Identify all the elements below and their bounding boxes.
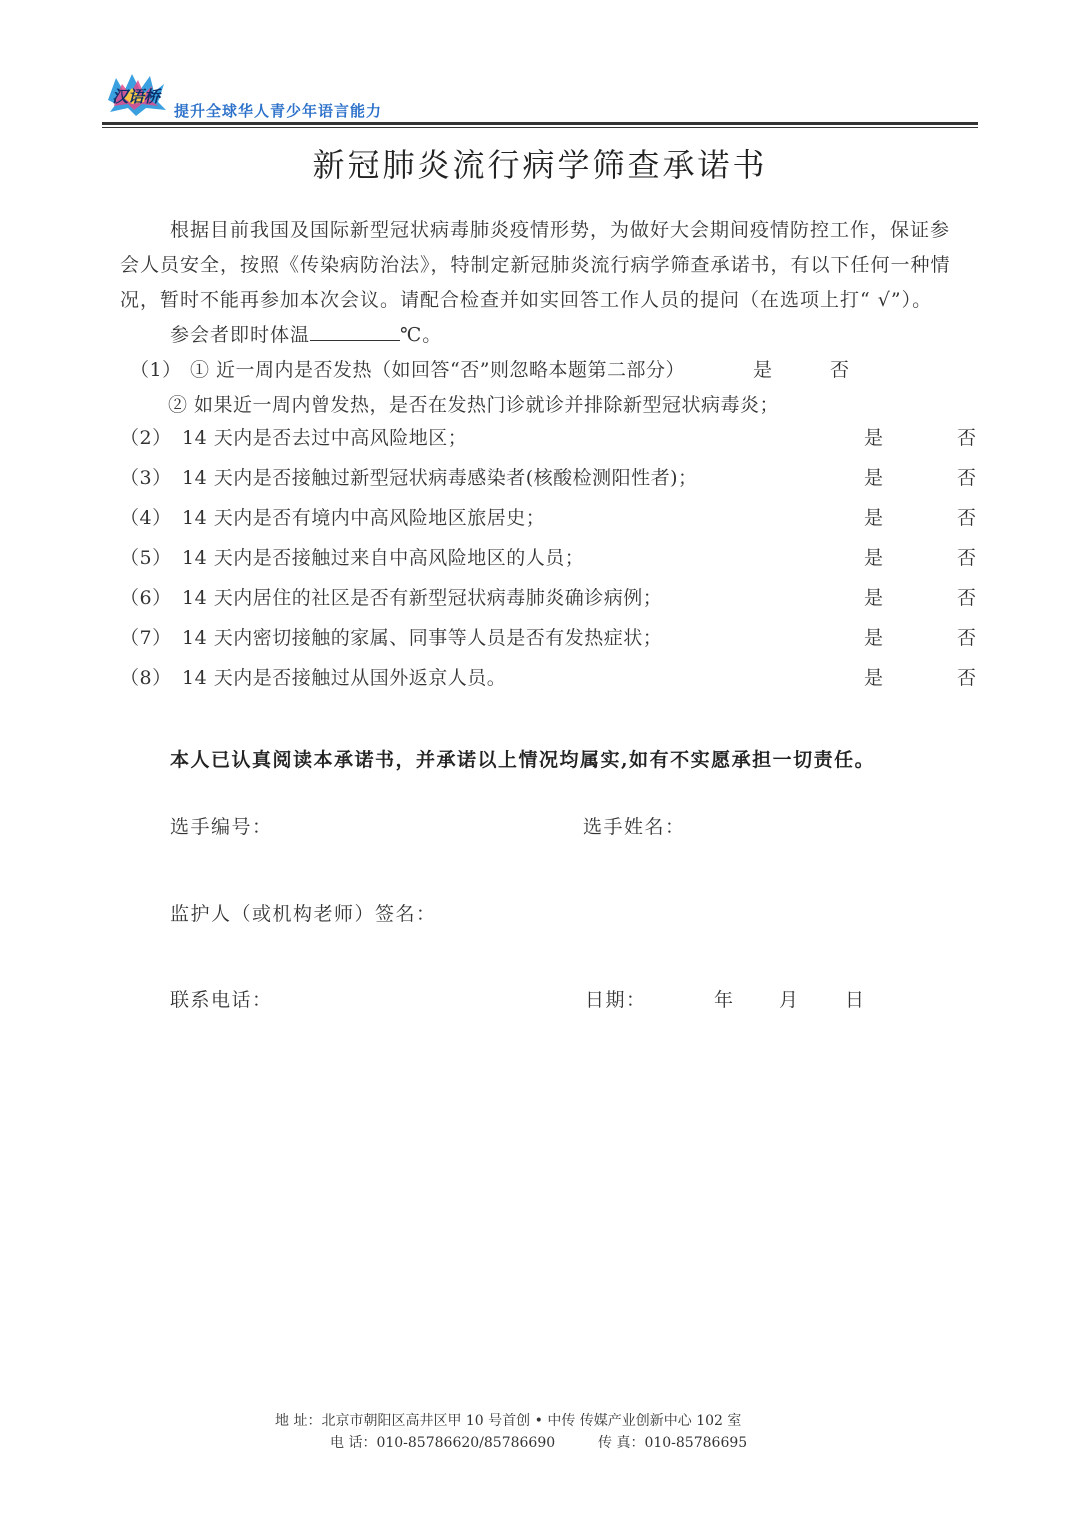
question-1-yes[interactable]: 是 [753,359,773,381]
question-5-yes[interactable]: 是 [864,547,884,569]
question-6-no[interactable]: 否 [957,587,977,609]
intro-line-2: 会人员安全，按照《传染病防治法》，特制定新冠肺炎流行病学筛查承诺书，有以下任何一种情 [120,254,951,276]
question-2-number: （2） [120,427,172,449]
question-3-number: （3） [120,467,172,489]
question-8-yes[interactable]: 是 [864,667,884,689]
question-7-yes[interactable]: 是 [864,627,884,649]
question-3-text: 14 天内是否接触过新型冠状病毒感染者(核酸检测阳性者)； [182,467,698,489]
date-label: 日期： [585,989,647,1011]
logo-text: 汉语桥 [112,87,161,106]
question-2-yes[interactable]: 是 [864,427,884,449]
question-6-number: （6） [120,587,172,609]
question-8-number: （8） [120,667,172,689]
intro-line-3: 况，暂时不能再参加本次会议。请配合检查并如实回答工作人员的提问（在选项上打“ √”）。 [120,289,933,311]
question-1-number: （1） [130,359,182,381]
question-1-no[interactable]: 否 [830,359,850,381]
footer-fax: 传 真：010-85786695 [598,1435,748,1451]
date-day-label: 日 [845,989,866,1011]
question-5-text: 14 天内是否接触过来自中高风险地区的人员； [182,547,585,569]
date-month-label: 月 [779,989,800,1011]
date-year-label: 年 [714,989,735,1011]
pledge-statement: 本人已认真阅读本承诺书，并承诺以上情况均属实,如有不实愿承担一切责任。 [170,749,876,771]
temperature-label: 参会者即时体温 [170,324,311,346]
player-id-label: 选手编号： [170,816,273,838]
logo [102,70,168,116]
question-4-text: 14 天内是否有境内中高风险地区旅居史； [182,507,546,529]
question-1-part-2: ② 如果近一周内曾发热，是否在发热门诊就诊并排除新型冠状病毒炎； [168,394,780,416]
question-6-text: 14 天内居住的社区是否有新型冠状病毒肺炎确诊病例； [182,587,663,609]
question-4-no[interactable]: 否 [957,507,977,529]
header-divider [102,122,978,125]
temperature-row [170,320,442,347]
question-6-yes[interactable]: 是 [864,587,884,609]
slogan: 提升全球华人青少年语言能力 [174,102,383,120]
question-3-no[interactable]: 否 [957,467,977,489]
header-divider-thin [102,127,978,128]
question-4-yes[interactable]: 是 [864,507,884,529]
question-7-text: 14 天内密切接触的家属、同事等人员是否有发热症状； [182,627,663,649]
intro-line-1: 根据目前我国及国际新型冠状病毒肺炎疫情形势，为做好大会期间疫情防控工作，保证参 [170,219,951,241]
temperature-unit: ℃。 [400,324,443,346]
question-5-number: （5） [120,547,172,569]
question-4-number: （4） [120,507,172,529]
question-8-text: 14 天内是否接触过从国外返京人员。 [182,667,507,689]
question-7-number: （7） [120,627,172,649]
player-name-label: 选手姓名： [583,816,686,838]
phone-label: 联系电话： [170,989,273,1011]
question-1-part-1: ① 近一周内是否发热（如回答“否”则忽略本题第二部分） [190,359,685,381]
footer-address: 地 址：北京市朝阳区高井区甲 10 号首创 • 中传 传媒产业创新中心 102 室 [275,1413,742,1429]
question-3-yes[interactable]: 是 [864,467,884,489]
temperature-blank[interactable] [310,322,400,341]
question-5-no[interactable]: 否 [957,547,977,569]
guardian-signature-label: 监护人（或机构老师）签名： [170,903,437,925]
question-7-no[interactable]: 否 [957,627,977,649]
question-2-text: 14 天内是否去过中高风险地区； [182,427,468,449]
question-8-no[interactable]: 否 [957,667,977,689]
page-title: 新冠肺炎流行病学筛查承诺书 [312,146,768,184]
question-2-no[interactable]: 否 [957,427,977,449]
footer-phone: 电 话：010-85786620/85786690 [330,1435,556,1451]
